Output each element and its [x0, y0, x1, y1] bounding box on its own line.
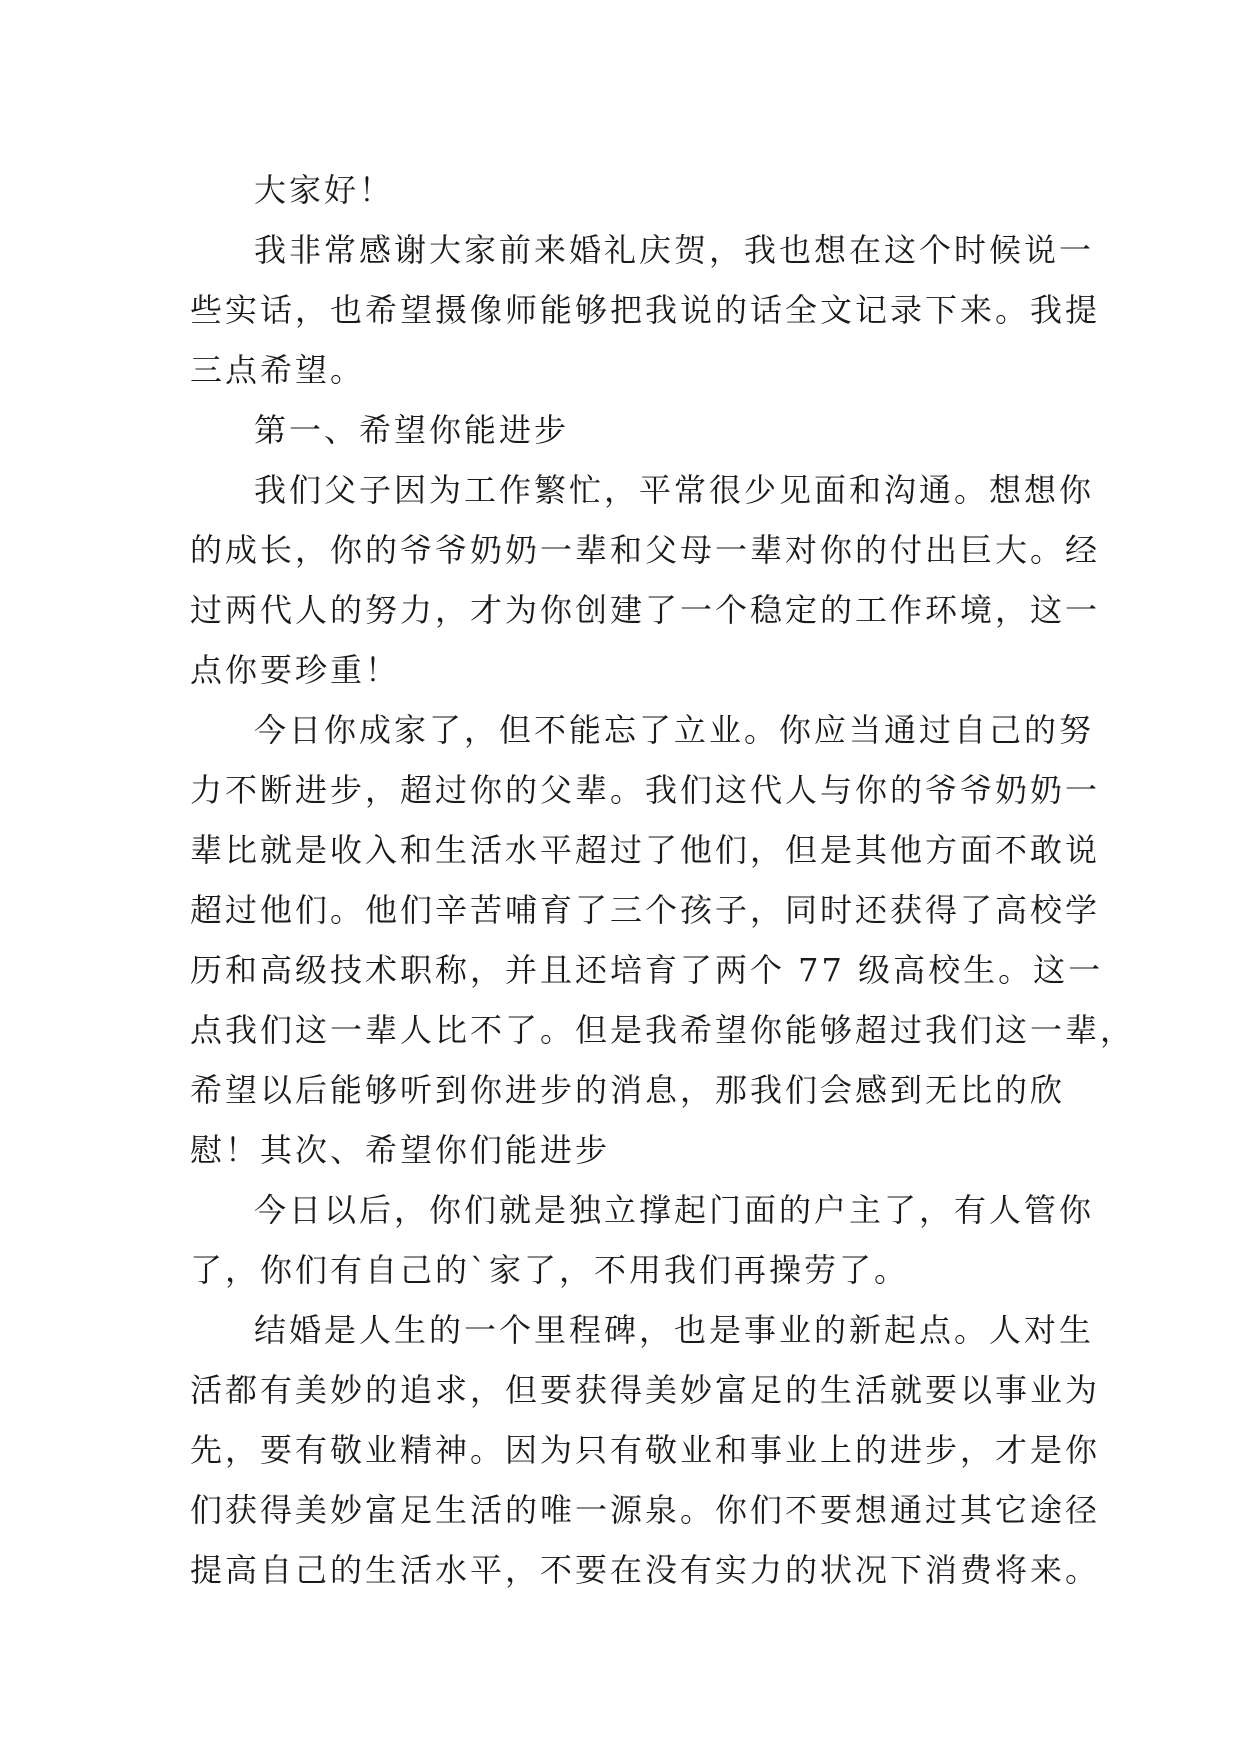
- text-line: 超过他们。他们辛苦哺育了三个孩子，同时还获得了高校学: [190, 891, 1101, 929]
- text-line: 点你要珍重！: [190, 651, 401, 689]
- text-line: 我们父子因为工作繁忙，平常很少见面和沟通。想想你: [254, 471, 1095, 509]
- document-body: [190, 160, 1136, 1600]
- text-line: 辈比就是收入和生活水平超过了他们，但是其他方面不敢说: [190, 831, 1101, 869]
- text-line: 希望以后能够听到你进步的消息，那我们会感到无比的欣: [190, 1071, 1066, 1109]
- text-line: 力不断进步，超过你的父辈。我们这代人与你的爷爷奶奶一: [190, 771, 1101, 809]
- text-line: 了，你们有自己的`家了，不用我们再操劳了。: [190, 1251, 910, 1289]
- text-line: 第一、希望你能进步: [254, 411, 570, 449]
- text-line: 提高自己的生活水平，不要在没有实力的状况下消费将来。: [190, 1551, 1101, 1589]
- text-line: 三点希望。: [190, 351, 366, 389]
- text-line: 今日你成家了，但不能忘了立业。你应当通过自己的努: [254, 711, 1095, 749]
- text-line: 的成长，你的爷爷奶奶一辈和父母一辈对你的付出巨大。经: [190, 531, 1101, 569]
- text-line: 结婚是人生的一个里程碑，也是事业的新起点。人对生: [254, 1311, 1095, 1349]
- text-line: 今日以后，你们就是独立撑起门面的户主了，有人管你: [254, 1191, 1095, 1229]
- text-line: 大家好！: [254, 171, 395, 209]
- text-line: 点我们这一辈人比不了。但是我希望你能够超过我们这一辈，: [190, 1011, 1136, 1049]
- text-line: 们获得美妙富足生活的唯一源泉。你们不要想通过其它途径: [190, 1491, 1101, 1529]
- text-line: 活都有美妙的追求，但要获得美妙富足的生活就要以事业为: [190, 1371, 1101, 1409]
- text-line: 先，要有敬业精神。因为只有敬业和事业上的进步，才是你: [190, 1431, 1101, 1469]
- text-line: 些实话，也希望摄像师能够把我说的话全文记录下来。我提: [190, 291, 1101, 329]
- text-line: 慰！其次、希望你们能进步: [190, 1131, 611, 1169]
- text-line: 我非常感谢大家前来婚礼庆贺，我也想在这个时候说一: [254, 231, 1095, 269]
- text-line: 过两代人的努力，才为你创建了一个稳定的工作环境，这一: [190, 591, 1101, 629]
- text-line: 历和高级技术职称，并且还培育了两个 77 级高校生。这一: [190, 951, 1104, 989]
